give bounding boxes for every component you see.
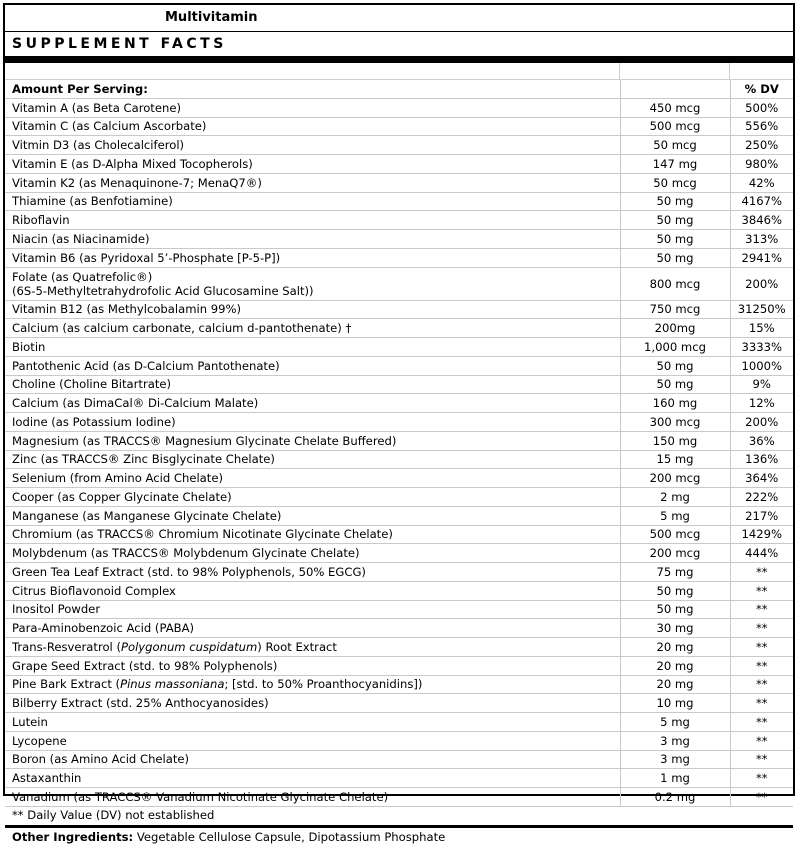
amount-value: 50 mcg — [620, 173, 730, 192]
nutrient-name — [5, 713, 620, 732]
nutrient-latin-name: Polygonum cuspidatum — [120, 639, 258, 654]
table-row — [5, 525, 793, 544]
dv-header: % DV — [730, 80, 793, 98]
amount-value: 30 mg — [620, 619, 730, 638]
amount-value: 300 mcg — [620, 413, 730, 432]
amount-value: 50 mg — [620, 375, 730, 394]
amount-value: 160 mg — [620, 394, 730, 413]
dv-value: ** — [730, 581, 793, 600]
table-row — [5, 694, 793, 713]
nutrient-name-text: Magnesium (as TRACCS® Magnesium Glycinate Chelate Buffered) — [12, 433, 397, 448]
amount-value: 50 mg — [620, 230, 730, 249]
dv-value: ** — [730, 713, 793, 732]
table-row — [5, 675, 793, 694]
amount-value: 150 mg — [620, 431, 730, 450]
amount-value: 20 mg — [620, 638, 730, 657]
dv-value: ** — [730, 656, 793, 675]
table-row — [5, 117, 793, 136]
nutrient-name — [5, 469, 620, 488]
nutrient-name-text: Selenium (from Amino Acid Chelate) — [12, 471, 223, 486]
dv-value: ** — [730, 731, 793, 750]
amount-header — [620, 80, 730, 98]
nutrient-name — [5, 356, 620, 375]
table-row — [5, 544, 793, 563]
nutrient-name-text: Vitamin C (as Calcium Ascorbate) — [12, 119, 207, 134]
table-row — [5, 394, 793, 413]
nutrient-name-text: Green Tea Leaf Extract (std. to 98% Polyphenols, 50% EGCG) — [12, 564, 366, 579]
nutrient-name — [5, 192, 620, 211]
dv-value: 3846% — [730, 211, 793, 230]
amount-value: 450 mcg — [620, 98, 730, 117]
dv-value: 200% — [730, 267, 793, 300]
amount-value: 500 mcg — [620, 117, 730, 136]
amount-value: 5 mg — [620, 506, 730, 525]
amount-value: 200 mcg — [620, 469, 730, 488]
table-row — [5, 338, 793, 357]
amount-value: 800 mcg — [620, 267, 730, 300]
table-row — [5, 600, 793, 619]
nutrient-name — [5, 769, 620, 788]
amount-value: 200mg — [620, 319, 730, 338]
amount-value: 50 mg — [620, 581, 730, 600]
nutrient-name — [5, 413, 620, 432]
dv-value: ** — [730, 638, 793, 657]
nutrient-name-text: Riboflavin — [12, 213, 70, 228]
nutrient-name — [5, 581, 620, 600]
amount-value: 750 mcg — [620, 300, 730, 319]
dv-value: 500% — [730, 98, 793, 117]
dv-value: 9% — [730, 375, 793, 394]
table-row — [5, 638, 793, 657]
dv-value: 12% — [730, 394, 793, 413]
table-row — [5, 713, 793, 732]
amount-value: 20 mg — [620, 656, 730, 675]
nutrient-name — [5, 488, 620, 507]
dv-value: 222% — [730, 488, 793, 507]
amount-value: 50 mg — [620, 356, 730, 375]
amount-value: 50 mg — [620, 600, 730, 619]
table-row — [5, 563, 793, 582]
amount-value: 3 mg — [620, 750, 730, 769]
dv-value: ** — [730, 750, 793, 769]
nutrient-name-text: Vanadium (as TRACCS® Vanadium Nicotinate Glycinate Chelate) — [12, 789, 389, 804]
nutrient-name-text: Para-Aminobenzoic Acid (PABA) — [12, 621, 195, 636]
dv-value: 36% — [730, 431, 793, 450]
amount-value: 5 mg — [620, 713, 730, 732]
dv-value: 200% — [730, 413, 793, 432]
nutrient-name — [5, 394, 620, 413]
nutrient-name-text: Niacin (as Niacinamide) — [12, 231, 150, 246]
nutrient-name-text: Trans-Resveratrol ( — [12, 639, 121, 654]
table-row — [5, 469, 793, 488]
dv-value: ** — [730, 600, 793, 619]
dv-value: 3333% — [730, 338, 793, 357]
table-row — [5, 192, 793, 211]
nutrient-name — [5, 211, 620, 230]
table-row — [5, 769, 793, 788]
dv-value: 42% — [730, 173, 793, 192]
other-ingredients — [5, 828, 793, 846]
table-row — [5, 98, 793, 117]
nutrient-name-text: Thiamine (as Benfotiamine) — [12, 194, 173, 209]
nutrient-name — [5, 300, 620, 319]
nutrient-name — [5, 267, 620, 300]
nutrient-name — [5, 675, 620, 694]
dv-value: ** — [730, 675, 793, 694]
amount-value: 10 mg — [620, 694, 730, 713]
product-name: Multivitamin — [5, 5, 793, 32]
nutrient-name — [5, 750, 620, 769]
dv-value: 15% — [730, 319, 793, 338]
nutrient-name-text: Grape Seed Extract (std. to 98% Polyphenols) — [12, 658, 278, 673]
amount-value: 2 mg — [620, 488, 730, 507]
table-row — [5, 619, 793, 638]
nutrient-name — [5, 155, 620, 174]
nutrient-name — [5, 544, 620, 563]
amount-value: 50 mg — [620, 192, 730, 211]
nutrient-name — [5, 173, 620, 192]
supplement-facts-panel — [3, 3, 795, 844]
nutrient-name — [5, 375, 620, 394]
amount-value: 50 mg — [620, 211, 730, 230]
nutrient-name — [5, 431, 620, 450]
table-row — [5, 136, 793, 155]
table-row — [5, 356, 793, 375]
amount-value: 1,000 mcg — [620, 338, 730, 357]
nutrient-name-text: Astaxanthin — [12, 771, 82, 786]
nutrient-name — [5, 600, 620, 619]
table-row — [5, 300, 793, 319]
nutrient-name-text: Chromium (as TRACCS® Chromium Nicotinate Glycinate Chelate) — [12, 527, 393, 542]
nutrient-name-text: Calcium (as calcium carbonate, calcium d-pantothenate) † — [12, 321, 352, 336]
nutrient-name-text: Bilberry Extract (std. 25% Anthocyanosides) — [12, 696, 269, 711]
nutrient-name — [5, 117, 620, 136]
blank-row — [5, 63, 793, 80]
nutrient-name-text: Vitmin D3 (as Cholecalciferol) — [12, 138, 185, 153]
dv-value: 2941% — [730, 248, 793, 267]
amount-value: 147 mg — [620, 155, 730, 174]
dv-value: ** — [730, 769, 793, 788]
dv-value: ** — [730, 563, 793, 582]
table-row — [5, 581, 793, 600]
nutrient-name-text: Inositol Powder — [12, 602, 101, 617]
table-row — [5, 506, 793, 525]
dv-value: 250% — [730, 136, 793, 155]
dv-value: 4167% — [730, 192, 793, 211]
table-row — [5, 656, 793, 675]
nutrient-name — [5, 638, 620, 657]
nutrient-name — [5, 98, 620, 117]
nutrient-name-text: Vitamin K2 (as Menaquinone-7; MenaQ7®) — [12, 175, 262, 190]
nutrient-name-text: Lutein — [12, 714, 48, 729]
dv-value: ** — [730, 694, 793, 713]
table-row — [5, 230, 793, 249]
dv-value: 31250% — [730, 300, 793, 319]
dv-value: 556% — [730, 117, 793, 136]
table-row — [5, 431, 793, 450]
amount-value: 20 mg — [620, 675, 730, 694]
nutrient-name-text: ; [std. to 50% Proanthocyanidins]) — [224, 677, 423, 692]
nutrient-name-text: Pantothenic Acid (as D-Calcium Pantothenate) — [12, 358, 280, 373]
nutrient-name-text: Zinc (as TRACCS® Zinc Bisglycinate Chelate) — [12, 452, 275, 467]
nutrient-name-text: Folate (as Quatrefolic®) — [12, 269, 153, 284]
other-ingredients-value: Vegetable Cellulose Capsule, Dipotassium Phosphate — [133, 829, 446, 844]
dv-value: 1000% — [730, 356, 793, 375]
dv-value: ** — [730, 788, 793, 807]
amount-per-serving-label: Amount Per Serving: — [5, 80, 620, 98]
nutrient-name-text: Citrus Bioflavonoid Complex — [12, 583, 176, 598]
table-row — [5, 731, 793, 750]
nutrient-name — [5, 694, 620, 713]
nutrient-name — [5, 563, 620, 582]
table-row — [5, 788, 793, 807]
nutrient-name-text: Cooper (as Copper Glycinate Chelate) — [12, 489, 232, 504]
table-row — [5, 248, 793, 267]
nutrient-name-text: ) Root Extract — [257, 639, 337, 654]
nutrient-name — [5, 506, 620, 525]
amount-value: 0.2 mg — [620, 788, 730, 807]
footnote: ** Daily Value (DV) not established — [5, 807, 793, 828]
other-ingredients-label: Other Ingredients: — [12, 829, 134, 844]
nutrient-name — [5, 319, 620, 338]
nutrient-name — [5, 248, 620, 267]
table-header-row — [5, 80, 793, 98]
dv-value: 444% — [730, 544, 793, 563]
dv-value: ** — [730, 619, 793, 638]
nutrient-name — [5, 136, 620, 155]
nutrient-name — [5, 230, 620, 249]
dv-value: 364% — [730, 469, 793, 488]
table-row — [5, 173, 793, 192]
table-row — [5, 211, 793, 230]
dv-value: 1429% — [730, 525, 793, 544]
nutrient-name-text: Biotin — [12, 339, 46, 354]
nutrient-name-text: Iodine (as Potassium Iodine) — [12, 414, 176, 429]
table-row — [5, 413, 793, 432]
facts-table — [5, 80, 793, 807]
nutrient-name-text: Pine Bark Extract ( — [12, 677, 121, 692]
amount-value: 500 mcg — [620, 525, 730, 544]
nutrient-name-text: Manganese (as Manganese Glycinate Chelate) — [12, 508, 282, 523]
table-row — [5, 750, 793, 769]
dv-value: 313% — [730, 230, 793, 249]
table-row — [5, 267, 793, 300]
nutrient-name — [5, 525, 620, 544]
amount-value: 15 mg — [620, 450, 730, 469]
nutrient-latin-name: Pinus massoniana — [120, 677, 225, 692]
dv-value: 980% — [730, 155, 793, 174]
table-row — [5, 488, 793, 507]
nutrient-name-text: Choline (Choline Bitartrate) — [12, 377, 172, 392]
amount-value: 3 mg — [620, 731, 730, 750]
nutrient-name-text: Boron (as Amino Acid Chelate) — [12, 752, 190, 767]
amount-value: 50 mg — [620, 248, 730, 267]
nutrient-name — [5, 788, 620, 807]
nutrient-name-text: Vitamin E (as D-Alpha Mixed Tocopherols) — [12, 156, 253, 171]
panel-title: SUPPLEMENT FACTS — [5, 32, 793, 63]
nutrient-name — [5, 656, 620, 675]
nutrient-name-text: Lycopene — [12, 733, 67, 748]
table-row — [5, 450, 793, 469]
nutrient-name-text: Vitamin A (as Beta Carotene) — [12, 100, 181, 115]
amount-value: 200 mcg — [620, 544, 730, 563]
nutrient-name-text: Calcium (as DimaCal® Di-Calcium Malate) — [12, 396, 259, 411]
table-row — [5, 155, 793, 174]
nutrient-name-text: Vitamin B12 (as Methylcobalamin 99%) — [12, 302, 242, 317]
nutrient-name — [5, 450, 620, 469]
amount-value: 1 mg — [620, 769, 730, 788]
table-row — [5, 319, 793, 338]
dv-value: 217% — [730, 506, 793, 525]
nutrient-name-text: Molybdenum (as TRACCS® Molybdenum Glycinate Chelate) — [12, 546, 360, 561]
table-row — [5, 375, 793, 394]
nutrient-name-text: (6S-5-Methyltetrahydrofolic Acid Glucosamine Salt)) — [12, 283, 314, 298]
amount-value: 50 mcg — [620, 136, 730, 155]
nutrient-name — [5, 619, 620, 638]
amount-value: 75 mg — [620, 563, 730, 582]
nutrient-name — [5, 731, 620, 750]
dv-value: 136% — [730, 450, 793, 469]
nutrient-name — [5, 338, 620, 357]
nutrient-name-text: Vitamin B6 (as Pyridoxal 5’-Phosphate [P-5-P]) — [12, 250, 281, 265]
